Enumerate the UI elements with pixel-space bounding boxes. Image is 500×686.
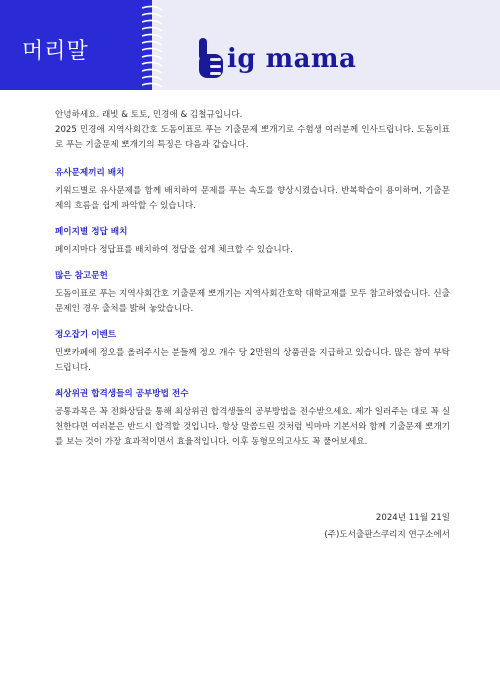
section-body: 페이지마다 정답표를 배치하여 정답을 쉽게 체크할 수 있습니다. xyxy=(55,245,293,255)
feature-section xyxy=(55,387,450,450)
feature-section xyxy=(55,166,450,214)
feature-section xyxy=(55,269,450,317)
closing-block xyxy=(150,510,450,544)
section-heading: 최상위권 합격생들의 공부방법 전수 xyxy=(55,389,189,399)
section-heading: 페이지별 정답 배치 xyxy=(55,227,128,237)
feature-section xyxy=(55,328,450,376)
section-body: 도돔이표로 푸는 지역사회간호 기출문제 뽀개기는 지역사회간호학 대학교재를 모두 참고하였습니다. 신출문제인 경우 출처를 밝혀 놓았습니다. xyxy=(55,289,450,314)
intro-greeting: 안녕하세요. 래빗 & 토토, 민경애 & 김철규입니다. xyxy=(55,110,243,120)
closing-signature: (주)도서출판스쿠리지 연구소에서 xyxy=(324,530,450,540)
intro-block xyxy=(55,108,450,153)
section-body: 키워드별로 유사문제를 함께 배치하여 문제를 푸는 속도를 향상시켰습니다. 반복학습이 용이하며, 기출문제의 흐름을 쉽게 파악할 수 있습니다. xyxy=(55,186,450,211)
section-body: 공통과목은 꼭 전화상담을 통해 최상위권 합격생들의 공부방법을 전수받으세요. 제가 일러주는 대로 꼭 실천한다면 여러분은 반드시 합격할 것입니다. 항상 말씀드린 것처럼 빅마마 기본서와 함께 기출문제 뽀개기를 보는 것이 가장 효과적이면서 효율적입니다. 이후 동형모의고사도 꼭 풀어보세요. xyxy=(55,407,450,447)
feature-section xyxy=(55,225,450,258)
section-heading: 많은 참고문헌 xyxy=(55,271,108,281)
page-header xyxy=(0,0,500,90)
section-heading: 유사문제끼리 배치 xyxy=(55,168,125,178)
thumbs-up-logo-icon xyxy=(196,36,226,80)
section-body: 민뽀카페에 정오를 올려주시는 분들께 정오 개수 당 2만원의 상품권을 지급하고 있습니다. 많은 참여 부탁드립니다. xyxy=(55,348,450,373)
brand-wordmark: ig mama xyxy=(227,44,357,74)
spiral-binding-icon xyxy=(140,0,166,90)
closing-date: 2024년 11월 21일 xyxy=(375,513,450,523)
page-title: 머리말 xyxy=(22,39,89,64)
preface-body xyxy=(55,108,450,461)
intro-text: 2025 민경애 지역사회간호 도돔이표로 푸는 기출문제 뽀개기로 수험생 여러분께 인사드립니다. 도돔이표로 푸는 기출문제 뽀개기의 특징은 다음과 같습니다. xyxy=(55,125,450,150)
section-heading: 정오잡기 이벤트 xyxy=(55,330,117,340)
